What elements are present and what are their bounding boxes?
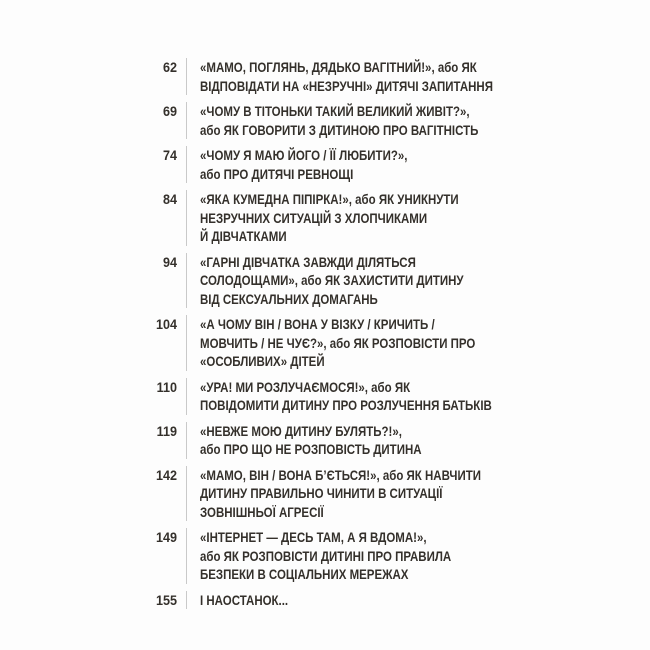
toc-page-number: 94 bbox=[162, 253, 177, 270]
toc-entry bbox=[130, 146, 557, 183]
toc-title-line: «А ЧОМУ ВІН / ВОНА У ВІЗКУ / КРИЧИТЬ / bbox=[200, 316, 435, 332]
table-of-contents bbox=[130, 58, 557, 616]
toc-title-line: «НЕВЖЕ МОЮ ДИТИНУ БУЛЯТЬ?!», bbox=[200, 422, 402, 439]
toc-page-number: 69 bbox=[162, 103, 177, 119]
toc-title-line: ПОВІДОМИТИ ДИТИНУ ПРО РОЗЛУЧЕННЯ БАТЬКІВ bbox=[200, 397, 492, 413]
toc-page-number: 110 bbox=[156, 378, 177, 395]
toc-title bbox=[187, 466, 543, 522]
toc-title-line: І НАОСТАНОК... bbox=[200, 591, 289, 608]
toc-title-line: «ЧОМУ Я МАЮ ЙОГО / ЇЇ ЛЮБИТИ?», bbox=[200, 147, 408, 163]
toc-page-number: 149 bbox=[155, 529, 177, 545]
toc-page-number: 119 bbox=[156, 422, 177, 439]
toc-title-line: або ПРО ЩО НЕ РОЗПОВІСТЬ ДИТИНА bbox=[200, 441, 422, 457]
toc-title-line: «ЯКА КУМЕДНА ПІПІРКА!», або ЯК УНИКНУТИ bbox=[200, 191, 459, 207]
toc-title bbox=[187, 378, 556, 415]
toc-title-line: «МАМО, ВІН / ВОНА Б’ЄТЬСЯ!», або ЯК НАВЧИТИ bbox=[200, 466, 482, 483]
toc-title-line: МОВЧИТЬ / НЕ ЧУЄ?», або ЯК РОЗПОВІСТИ ПРО bbox=[200, 334, 476, 351]
toc-entry bbox=[130, 58, 557, 95]
toc-entry bbox=[130, 591, 557, 610]
toc-title bbox=[187, 591, 307, 610]
toc-entry bbox=[130, 102, 557, 139]
toc-title bbox=[187, 253, 521, 309]
toc-title bbox=[187, 102, 539, 139]
toc-title-line: або ПРО ДИТЯЧІ РЕВНОЩІ bbox=[200, 165, 354, 182]
toc-page-number: 155 bbox=[155, 591, 177, 608]
toc-entry bbox=[130, 253, 557, 309]
toc-page-number: 62 bbox=[162, 59, 177, 75]
toc-title-line: або ЯК ГОВОРИТИ З ДИТИНОЮ ПРО ВАГІТНІСТЬ bbox=[200, 121, 479, 138]
toc-page-number: 84 bbox=[162, 191, 177, 207]
toc-title-line: ЗОВНІШНЬОЇ АГРЕСІЇ bbox=[200, 503, 324, 520]
toc-title-line: СОЛОДОЩАМИ», або ЯК ЗАХИСТИТИ ДИТИНУ bbox=[200, 272, 464, 288]
toc-title bbox=[187, 58, 557, 95]
toc-page-number: 74 bbox=[162, 147, 177, 163]
toc-title-line: Й ДІВЧАТКАМИ bbox=[200, 228, 287, 244]
toc-title-line: «ІНТЕРНЕТ — ДЕСЬ ТАМ, А Я ВДОМА!», bbox=[200, 529, 427, 545]
toc-title bbox=[187, 528, 506, 584]
toc-title bbox=[187, 190, 515, 246]
toc-title bbox=[187, 315, 536, 371]
toc-title-line: «УРА! МИ РОЗЛУЧАЄМОСЯ!», або ЯК bbox=[200, 378, 411, 395]
toc-page-number: 104 bbox=[155, 316, 177, 332]
toc-entry bbox=[130, 378, 557, 415]
toc-entry bbox=[130, 422, 557, 459]
toc-title-line: або ЯК РОЗПОВІСТИ ДИТИНІ ПРО ПРАВИЛА bbox=[200, 547, 452, 564]
toc-entry bbox=[130, 466, 557, 522]
toc-entry bbox=[130, 528, 557, 584]
toc-title-line: «МАМО, ПОГЛЯНЬ, ДЯДЬКО ВАГІТНИЙ!», або ЯК bbox=[200, 59, 477, 75]
toc-title-line: «ГАРНІ ДІВЧАТКА ЗАВЖДИ ДІЛЯТЬСЯ bbox=[200, 253, 416, 270]
toc-title-line: ВІД СЕКСУАЛЬНИХ ДОМАГАНЬ bbox=[200, 290, 378, 307]
toc-title-line: БЕЗПЕКИ В СОЦІАЛЬНИХ МЕРЕЖАХ bbox=[200, 566, 409, 582]
toc-title-line: ВІДПОВІДАТИ НА «НЕЗРУЧНІ» ДИТЯЧІ ЗАПИТАННЯ bbox=[200, 77, 493, 94]
toc-title-line: «ЧОМУ В ТІТОНЬКИ ТАКИЙ ВЕЛИКИЙ ЖИВІТ?», bbox=[200, 103, 470, 119]
toc-title bbox=[187, 146, 453, 183]
toc-page-number: 142 bbox=[155, 466, 177, 483]
toc-entry bbox=[130, 315, 557, 371]
toc-title-line: ДИТИНУ ПРАВИЛЬНО ЧИНИТИ В СИТУАЦІЇ bbox=[200, 485, 443, 501]
toc-entry bbox=[130, 190, 557, 246]
toc-title bbox=[187, 422, 470, 459]
toc-title-line: «ОСОБЛИВИХ» ДІТЕЙ bbox=[200, 353, 325, 369]
toc-title-line: НЕЗРУЧНИХ СИТУАЦІЙ З ХЛОПЧИКАМИ bbox=[200, 209, 428, 226]
